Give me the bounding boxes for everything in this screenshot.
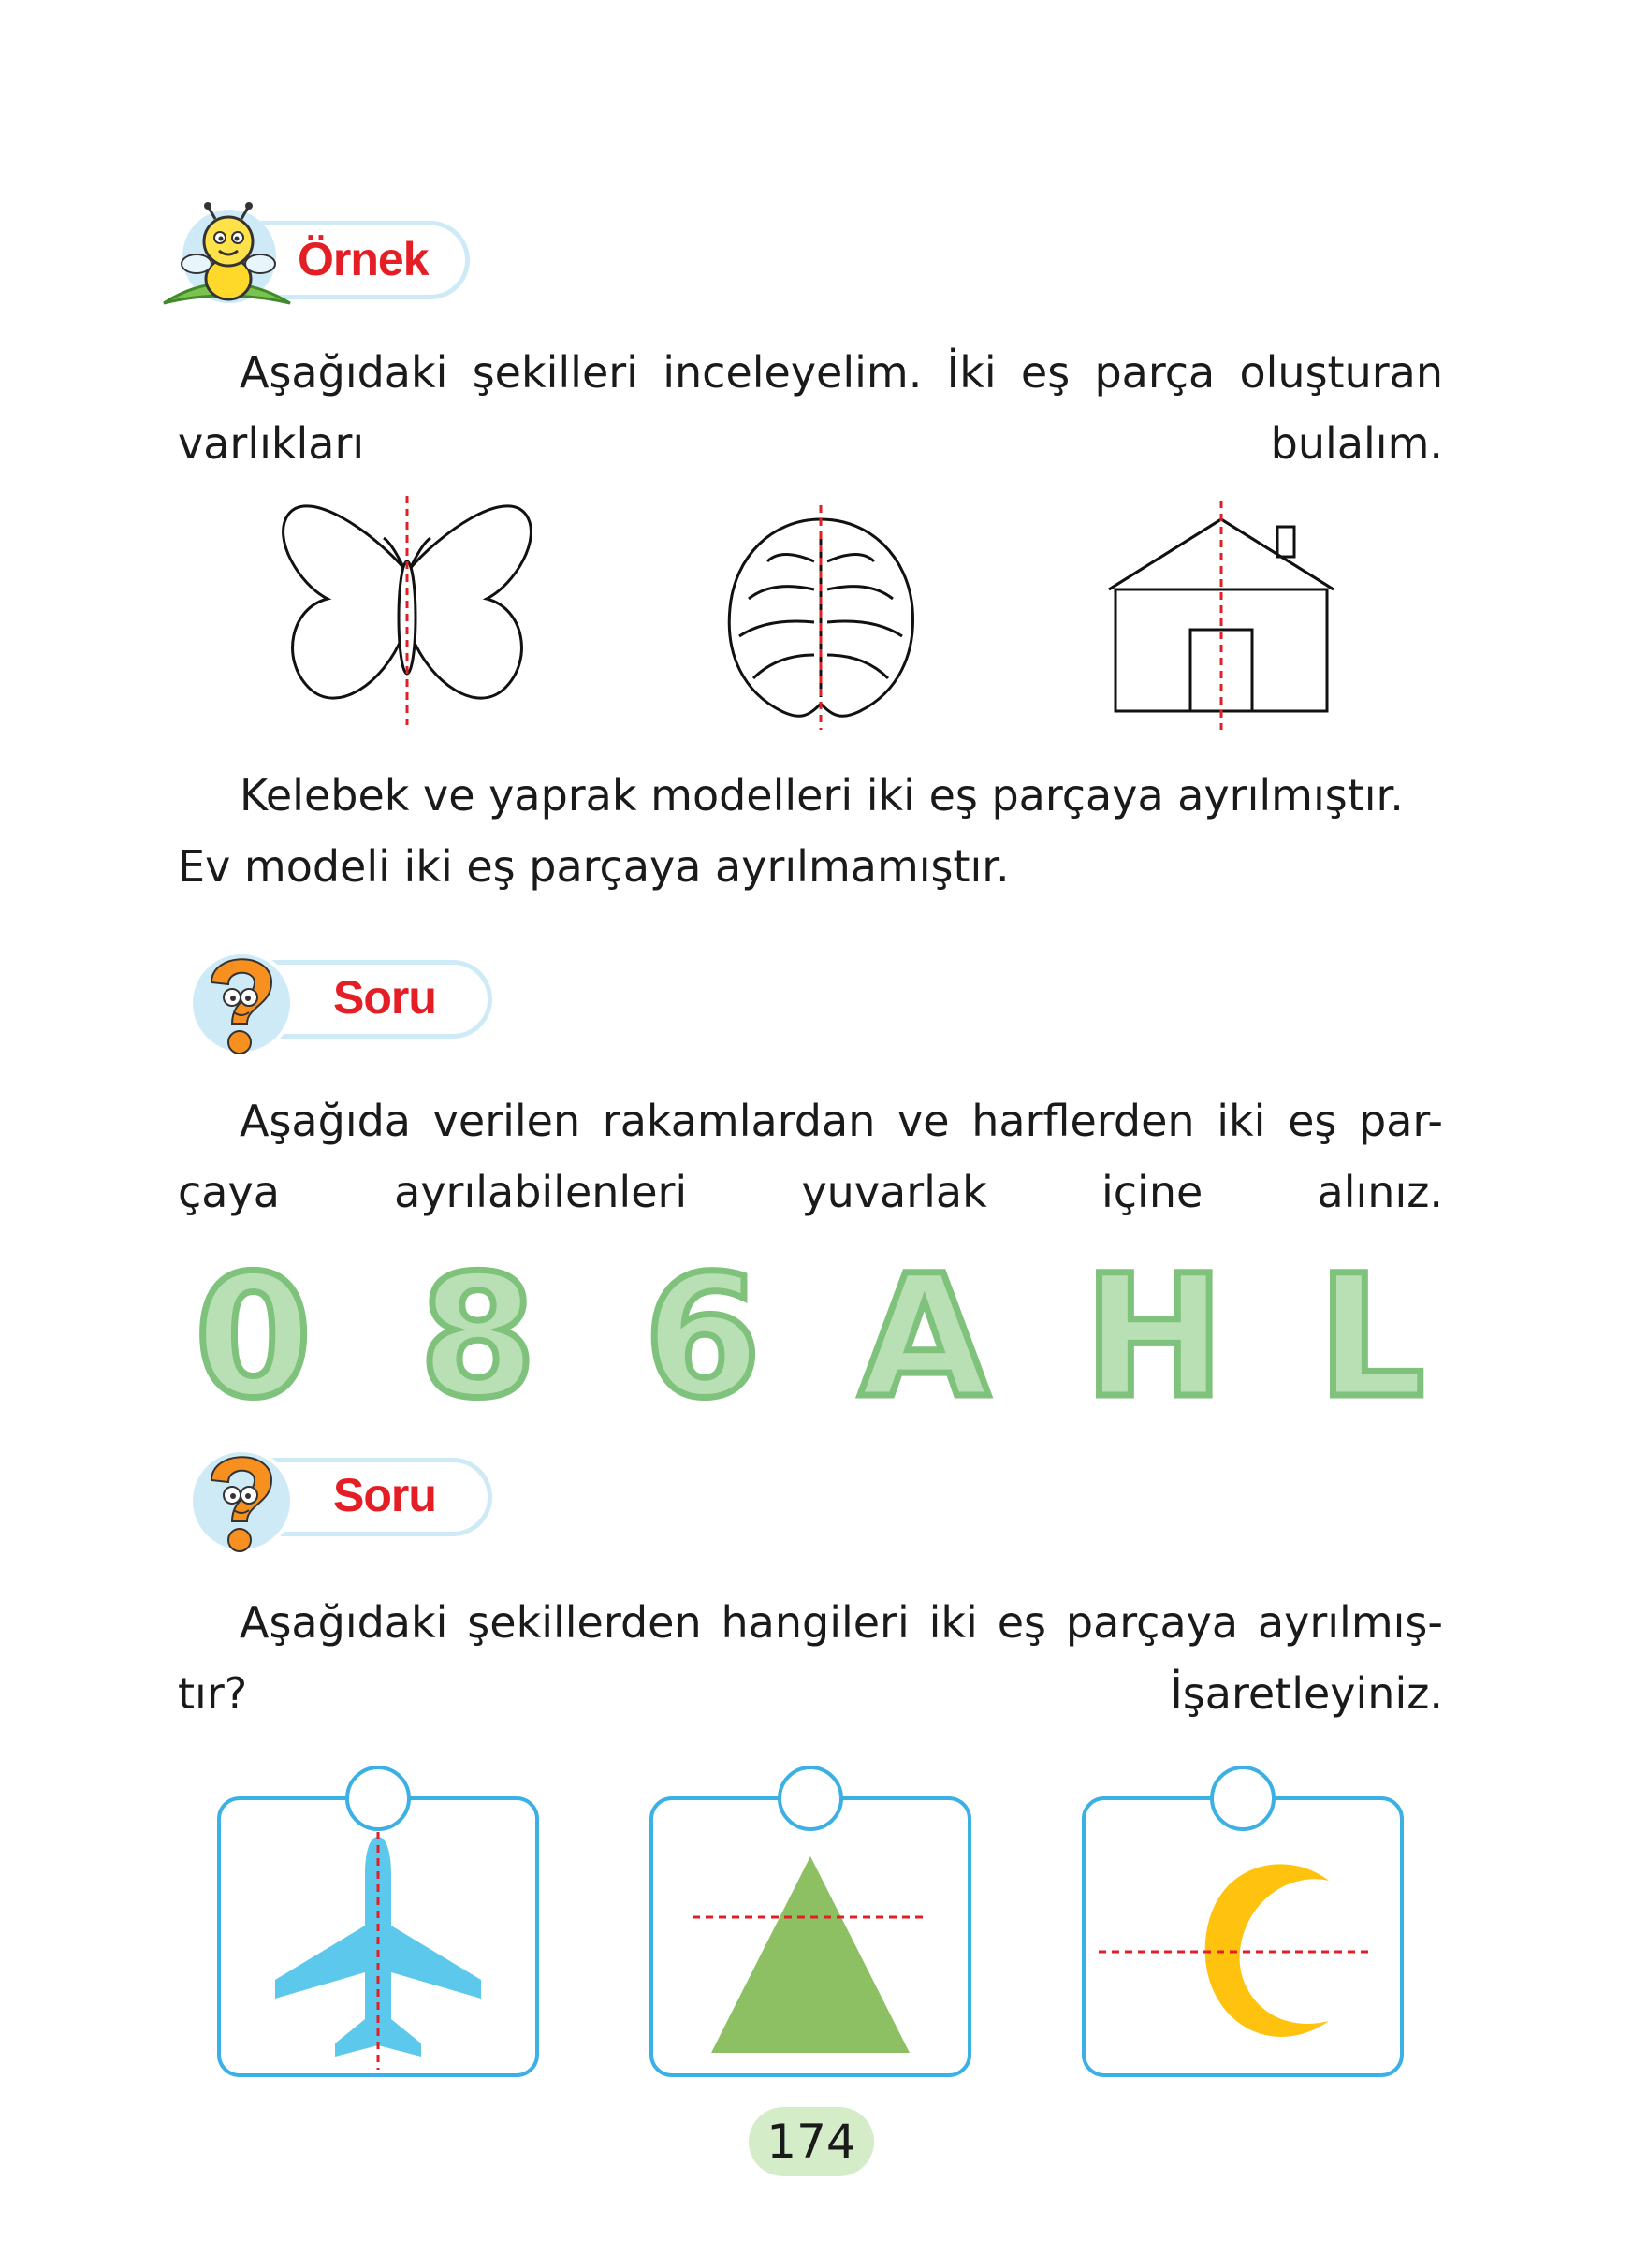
ornek-result-text: Kelebek ve yaprak modelleri iki eş parçaya ayrılmıştır. Ev modeli iki eş parçaya ayrılmamıştır. [178, 770, 1404, 892]
glyph-L[interactable]: L [1318, 1240, 1425, 1435]
leaf-icon [716, 505, 926, 730]
question-mascot-icon [185, 1441, 298, 1561]
airplane-icon [264, 1832, 492, 2070]
ornek-label: Örnek [298, 233, 429, 285]
soru1-label: Soru [333, 971, 436, 1024]
bee-mascot-icon [159, 198, 299, 320]
answer-circle-triangle[interactable] [778, 1766, 843, 1831]
glyph-8[interactable]: 8 [419, 1240, 537, 1435]
ornek-intro-text: Aşağıdaki şekilleri inceleyelim. İki eş parça oluşturan varlıkları bulalım. [178, 347, 1443, 469]
page-number: 174 [749, 2107, 874, 2176]
house-icon [1104, 501, 1338, 730]
soru2-text: Aşağıdaki şekillerden hangileri iki eş parçaya ayrılmış- tır? İşaretleyiniz. [178, 1597, 1443, 1719]
glyph-0[interactable]: 0 [195, 1240, 313, 1435]
glyph-6[interactable]: 6 [644, 1240, 762, 1435]
butterfly-icon [271, 496, 543, 725]
soru1-text: Aşağıda verilen rakamlardan ve harflerden iki eş par- çaya ayrılabilenleri yuvarlak içine alınız. [178, 1096, 1443, 1217]
answer-circle-crescent[interactable] [1210, 1766, 1276, 1831]
question-mascot-icon [185, 943, 298, 1063]
glyph-H[interactable]: H [1084, 1240, 1225, 1435]
triangle-icon [693, 1851, 928, 2057]
soru2-label: Soru [333, 1469, 436, 1521]
answer-circle-airplane[interactable] [345, 1766, 411, 1831]
glyph-A[interactable]: A [859, 1240, 990, 1435]
crescent-icon [1095, 1853, 1376, 2058]
